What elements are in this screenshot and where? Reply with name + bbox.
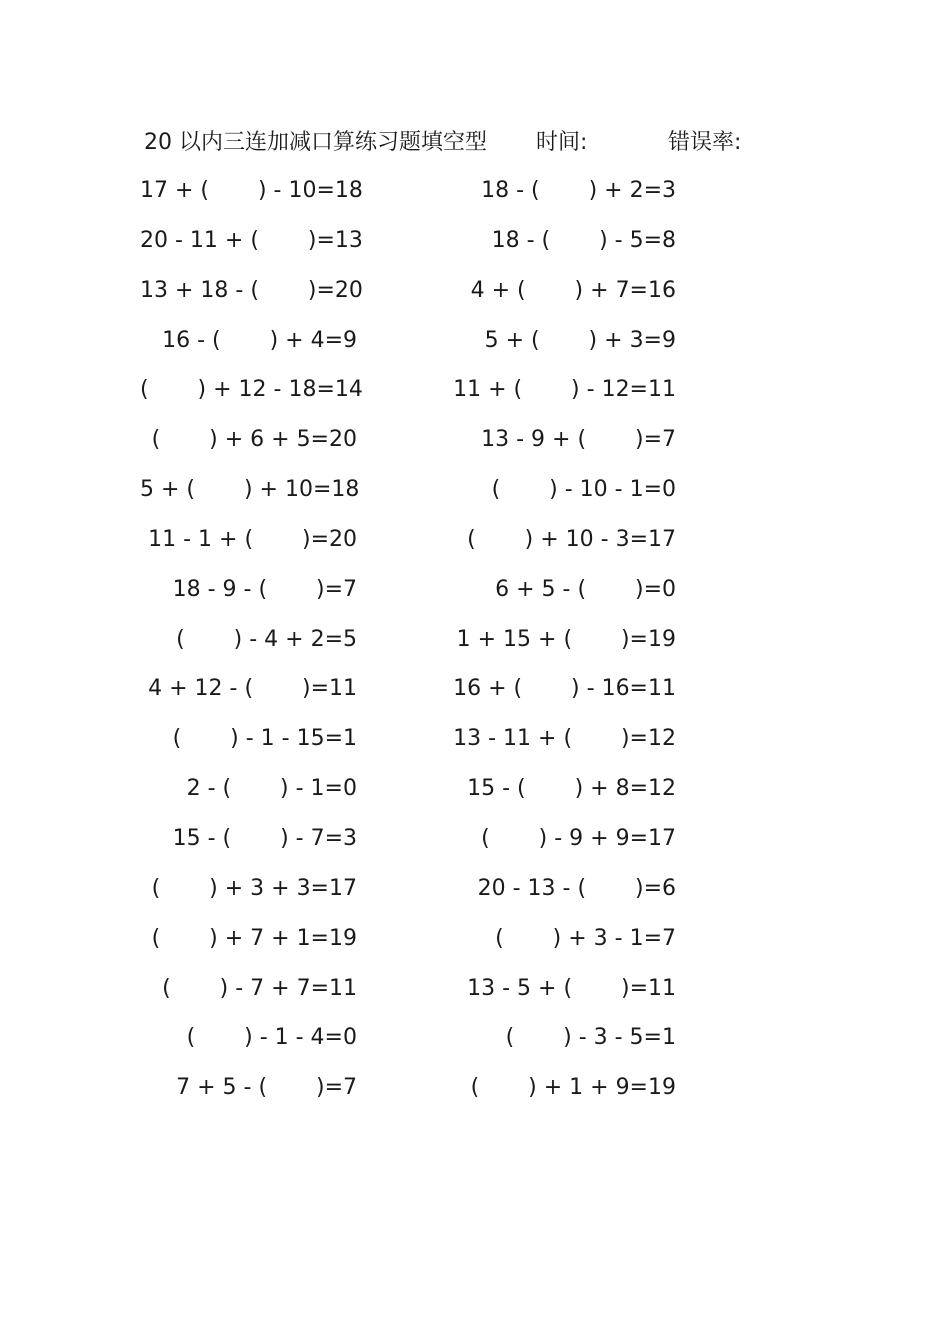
problem-right: 18 - ( ) - 5=8	[491, 227, 676, 253]
problem-row	[0, 523, 950, 573]
problem-right: ( ) + 10 - 3=17	[467, 526, 676, 552]
problem-right: 20 - 13 - ( )=6	[477, 875, 676, 901]
problem-row	[0, 922, 950, 972]
problem-row	[0, 972, 950, 1022]
problem-left: ( ) + 12 - 18=14	[140, 377, 363, 403]
worksheet-header	[144, 126, 784, 160]
problem-left: 15 - ( ) - 7=3	[172, 825, 357, 851]
problem-row	[0, 373, 950, 423]
time-label: 时间:	[536, 130, 588, 155]
problem-right: ( ) + 3 - 1=7	[495, 925, 676, 951]
problem-row	[0, 274, 950, 324]
problem-right: 16 + ( ) - 16=11	[453, 676, 676, 702]
problem-row	[0, 573, 950, 623]
problem-row	[0, 772, 950, 822]
problem-row	[0, 1071, 950, 1121]
problem-row	[0, 1021, 950, 1071]
problem-row	[0, 174, 950, 224]
problem-right: 4 + ( ) + 7=16	[470, 277, 676, 303]
problem-row	[0, 722, 950, 772]
problem-left: 5 + ( ) + 10=18	[140, 477, 360, 503]
problem-row	[0, 872, 950, 922]
problem-list	[0, 174, 950, 1121]
problem-right: 13 - 9 + ( )=7	[481, 427, 676, 453]
problem-left: 18 - 9 - ( )=7	[172, 576, 357, 602]
problem-left: 17 + ( ) - 10=18	[140, 178, 363, 203]
problem-row	[0, 423, 950, 473]
problem-right: 6 + 5 - ( )=0	[495, 576, 676, 602]
problem-right: ( ) - 10 - 1=0	[491, 477, 676, 503]
problem-right: 15 - ( ) + 8=12	[467, 776, 676, 802]
problem-row	[0, 822, 950, 872]
problem-left: 2 - ( ) - 1=0	[186, 776, 357, 802]
problem-right: ( ) + 1 + 9=19	[470, 1075, 676, 1101]
problem-left: ( ) - 1 - 15=1	[172, 726, 357, 752]
problem-left: 20 - 11 + ( )=13	[140, 227, 363, 253]
problem-left: 13 + 18 - ( )=20	[140, 277, 363, 303]
problem-left: ( ) + 3 + 3=17	[151, 875, 357, 901]
problem-left: ( ) - 1 - 4=0	[186, 1025, 357, 1051]
problem-row	[0, 623, 950, 673]
problem-right: ( ) - 9 + 9=17	[481, 825, 676, 851]
problem-left: 11 - 1 + ( )=20	[148, 526, 357, 552]
problem-left: 7 + 5 - ( )=7	[176, 1075, 357, 1101]
problem-left: ( ) + 7 + 1=19	[151, 925, 357, 951]
problem-row	[0, 473, 950, 523]
problem-right: 1 + 15 + ( )=19	[456, 626, 676, 652]
problem-left: 16 - ( ) + 4=9	[162, 327, 357, 353]
problem-left: ( ) - 7 + 7=11	[162, 975, 357, 1001]
worksheet-title: 20 以内三连加减口算练习题填空型	[144, 130, 487, 155]
problem-right: ( ) - 3 - 5=1	[505, 1025, 676, 1051]
problem-row	[0, 324, 950, 374]
error-rate-label: 错误率:	[668, 130, 742, 155]
problem-right: 18 - ( ) + 2=3	[481, 178, 676, 203]
problem-right: 11 + ( ) - 12=11	[453, 377, 676, 403]
problem-right: 13 - 11 + ( )=12	[453, 726, 676, 752]
problem-right: 5 + ( ) + 3=9	[484, 327, 676, 353]
problem-row	[0, 224, 950, 274]
problem-left: 4 + 12 - ( )=11	[148, 676, 357, 702]
problem-left: ( ) - 4 + 2=5	[176, 626, 357, 652]
problem-left: ( ) + 6 + 5=20	[151, 427, 357, 453]
problem-row	[0, 672, 950, 722]
problem-right: 13 - 5 + ( )=11	[467, 975, 676, 1001]
